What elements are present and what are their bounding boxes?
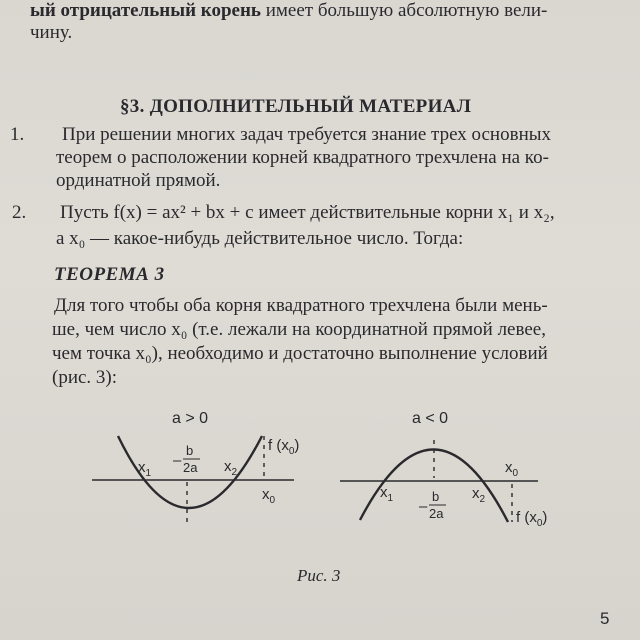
item-2-number: 2. — [12, 202, 27, 223]
left-f-label: f $(x_0)$ — [268, 437, 300, 457]
right-x2-label: $x_2$ — [472, 485, 486, 505]
item-1-line-3: ординатной прямой. — [56, 170, 221, 191]
theorem-title: ТЕОРЕМА 3 — [54, 264, 165, 285]
left-minus: – — [173, 452, 182, 469]
item-1-line-2: теорем о расположении корней квадратного трехчлена на ко- — [56, 147, 549, 168]
top-text-bold: ый отрицательный корень — [30, 0, 261, 21]
top-text-rest: имеет большую абсолютную вели- — [260, 0, 548, 21]
right-condition: a < 0 — [412, 410, 449, 427]
left-x1-label: $x_1$ — [138, 459, 152, 479]
left-vertex-den: 2a — [183, 460, 198, 475]
theorem-line-2: ше, чем число x₀ (т.е. лежали на координатной прямой левее, — [52, 319, 546, 340]
item-1-number: 1. — [10, 124, 25, 145]
left-condition: a > 0 — [172, 410, 209, 427]
theorem-line-4: (рис. 3): — [52, 367, 118, 388]
right-f-label: f $(x_0)$ — [516, 509, 548, 529]
left-x0-label: $x_0$ — [262, 486, 276, 506]
theorem-line-1: Для того чтобы оба корня квадратного трехчлена были мень- — [54, 295, 548, 316]
left-graph — [92, 436, 299, 524]
figure-caption: Рис. 3 — [297, 566, 341, 585]
right-minus: – — [419, 498, 428, 515]
theorem-line-3: чем точка x₀), необходимо и достаточно выполнение условий — [52, 343, 548, 364]
right-vertex-num: b — [432, 489, 440, 504]
right-x1-label: $x_1$ — [380, 484, 394, 504]
right-x0-label: $x_0$ — [505, 459, 519, 479]
item-1-line-1: При решении многих задач требуется знание трех основных — [62, 124, 551, 145]
right-vertex-den: 2a — [429, 506, 444, 521]
left-vertex-num: b — [186, 443, 194, 458]
section-title: §3. ДОПОЛНИТЕЛЬНЫЙ МАТЕРИАЛ — [120, 96, 472, 117]
item-2-line-2: а x₀ — какое-нибудь действительное число. Тогда: — [56, 228, 464, 249]
page-number: 5 — [600, 609, 610, 628]
right-graph — [340, 440, 547, 529]
item-2-line-1: Пусть f(x) = ax² + bx + c имеет действительные корни x₁ и x₂, — [60, 202, 555, 223]
top-text-line-2: чину. — [30, 22, 73, 43]
left-x2-label: $x_2$ — [224, 458, 238, 478]
